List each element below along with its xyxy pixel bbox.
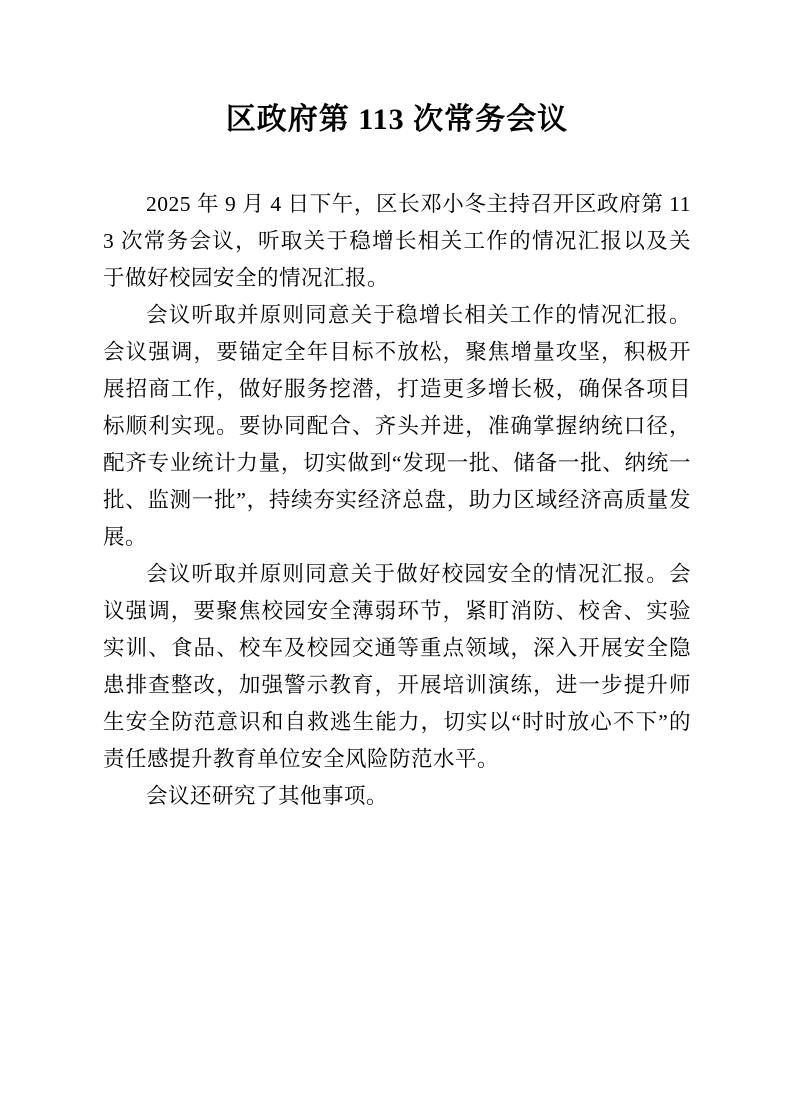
paragraph-other-matters: 会议还研究了其他事项。 xyxy=(146,784,389,808)
document-title: 区政府第 113 次常务会议 xyxy=(225,103,569,136)
paragraph-economic-growth: 会议听取并原则同意关于稳增长相关工作的情况汇报。会议强调，要锚定全年目标不放松，聚焦增量攻坚，积极开展招商工作，做好服务挖潜，打造更多增长极，确保各项目标顺利实现。要协同配合、齐头并进，准确掌握纳统口径，配齐专业统计力量，切实做到“发现一批、储备一批、纳统一批、监测一批”，持续夯实经济总盘，助力区域经济高质量发展。 xyxy=(103,303,691,549)
paragraph-meeting-intro: 2025 年 9 月 4 日下午，区长邓小冬主持召开区政府第 113 次常务会议，听取关于稳增长相关工作的情况汇报以及关于做好校园安全的情况汇报。 xyxy=(103,192,691,290)
paragraph-campus-safety: 会议听取并原则同意关于做好校园安全的情况汇报。会议强调，要聚焦校园安全薄弱环节，紧盯消防、校舍、实验实训、食品、校车及校园交通等重点领域，深入开展安全隐患排查整改，加强警示教育，开展培训演练，进一步提升师生安全防范意识和自救逃生能力，切实以“时时放心不下”的责任感提升教育单位安全风险防范水平。 xyxy=(103,562,691,771)
